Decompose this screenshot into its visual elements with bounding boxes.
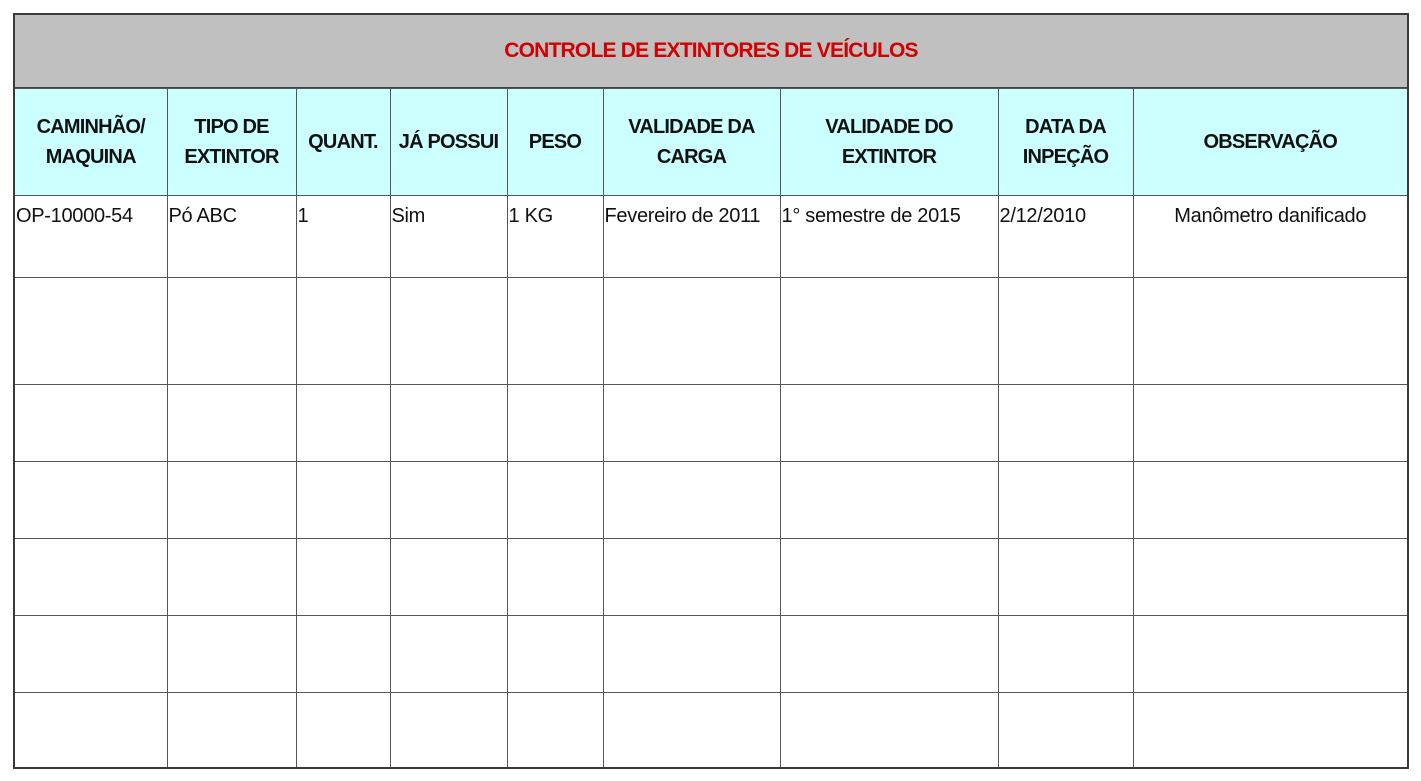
table-row — [15, 539, 1407, 616]
empty-cell[interactable] — [603, 693, 780, 770]
empty-cell[interactable] — [507, 462, 603, 539]
col-header-validade-carga: VALIDADE DA CARGA — [603, 89, 780, 196]
empty-cell[interactable] — [1133, 278, 1407, 385]
col-header-ja-possui: JÁ POSSUI — [390, 89, 507, 196]
empty-cell[interactable] — [998, 693, 1133, 770]
col-header-validade-extintor: VALIDADE DO EXTINTOR — [780, 89, 998, 196]
empty-cell[interactable] — [603, 616, 780, 693]
cell-validade-extintor[interactable]: 1° semestre de 2015 — [780, 196, 998, 278]
empty-cell[interactable] — [1133, 693, 1407, 770]
empty-cell[interactable] — [780, 278, 998, 385]
empty-cell[interactable] — [507, 385, 603, 462]
empty-cell[interactable] — [780, 616, 998, 693]
empty-cell[interactable] — [390, 385, 507, 462]
sheet-title: CONTROLE DE EXTINTORES DE VEÍCULOS — [504, 39, 918, 62]
empty-cell[interactable] — [15, 616, 167, 693]
col-header-observacao: OBSERVAÇÃO — [1133, 89, 1407, 196]
empty-cell[interactable] — [296, 693, 390, 770]
empty-cell[interactable] — [507, 539, 603, 616]
empty-cell[interactable] — [1133, 616, 1407, 693]
empty-cell[interactable] — [1133, 385, 1407, 462]
empty-cell[interactable] — [1133, 462, 1407, 539]
empty-cell[interactable] — [390, 539, 507, 616]
empty-cell[interactable] — [15, 385, 167, 462]
col-header-quant: QUANT. — [296, 89, 390, 196]
empty-cell[interactable] — [167, 616, 296, 693]
empty-cell[interactable] — [998, 539, 1133, 616]
empty-cell[interactable] — [296, 462, 390, 539]
empty-cell[interactable] — [780, 539, 998, 616]
empty-cell[interactable] — [603, 539, 780, 616]
empty-cell[interactable] — [780, 693, 998, 770]
empty-cell[interactable] — [603, 462, 780, 539]
col-header-tipo: TIPO DE EXTINTOR — [167, 89, 296, 196]
table-row — [15, 693, 1407, 770]
cell-peso[interactable]: 1 KG — [507, 196, 603, 278]
empty-cell[interactable] — [167, 462, 296, 539]
cell-quant[interactable]: 1 — [296, 196, 390, 278]
title-bar — [15, 15, 1407, 88]
empty-cell[interactable] — [390, 462, 507, 539]
empty-cell[interactable] — [998, 462, 1133, 539]
empty-cell[interactable] — [1133, 539, 1407, 616]
cell-data-inspecao[interactable]: 2/12/2010 — [998, 196, 1133, 278]
cell-ja-possui[interactable]: Sim — [390, 196, 507, 278]
cell-tipo[interactable]: Pó ABC — [167, 196, 296, 278]
empty-cell[interactable] — [603, 278, 780, 385]
table-row — [15, 196, 1407, 278]
empty-cell[interactable] — [390, 278, 507, 385]
empty-cell[interactable] — [296, 278, 390, 385]
empty-cell[interactable] — [507, 616, 603, 693]
empty-cell[interactable] — [390, 616, 507, 693]
table-row — [15, 616, 1407, 693]
empty-cell[interactable] — [15, 539, 167, 616]
empty-cell[interactable] — [998, 278, 1133, 385]
empty-cell[interactable] — [507, 693, 603, 770]
empty-cell[interactable] — [507, 278, 603, 385]
table-row — [15, 278, 1407, 385]
empty-cell[interactable] — [15, 693, 167, 770]
empty-cell[interactable] — [296, 385, 390, 462]
empty-cell[interactable] — [780, 385, 998, 462]
cell-caminhao[interactable]: OP-10000-54 — [15, 196, 167, 278]
col-header-data-inspecao: DATA DA INPEÇÃO — [998, 89, 1133, 196]
empty-cell[interactable] — [603, 385, 780, 462]
table-row — [15, 385, 1407, 462]
table-row — [15, 462, 1407, 539]
empty-cell[interactable] — [15, 278, 167, 385]
empty-cell[interactable] — [780, 462, 998, 539]
extinguisher-table — [15, 88, 1407, 769]
empty-cell[interactable] — [390, 693, 507, 770]
empty-cell[interactable] — [167, 385, 296, 462]
empty-cell[interactable] — [998, 616, 1133, 693]
empty-cell[interactable] — [167, 693, 296, 770]
empty-cell[interactable] — [15, 462, 167, 539]
empty-cell[interactable] — [296, 616, 390, 693]
empty-cell[interactable] — [167, 539, 296, 616]
cell-validade-carga[interactable]: Fevereiro de 2011 — [603, 196, 780, 278]
cell-observacao[interactable]: Manômetro danificado — [1133, 196, 1407, 278]
header-row — [15, 89, 1407, 196]
col-header-peso: PESO — [507, 89, 603, 196]
empty-cell[interactable] — [296, 539, 390, 616]
empty-cell[interactable] — [167, 278, 296, 385]
empty-cell[interactable] — [998, 385, 1133, 462]
col-header-caminhao: CAMINHÃO/ MAQUINA — [15, 89, 167, 196]
extinguisher-control-sheet — [13, 13, 1409, 769]
